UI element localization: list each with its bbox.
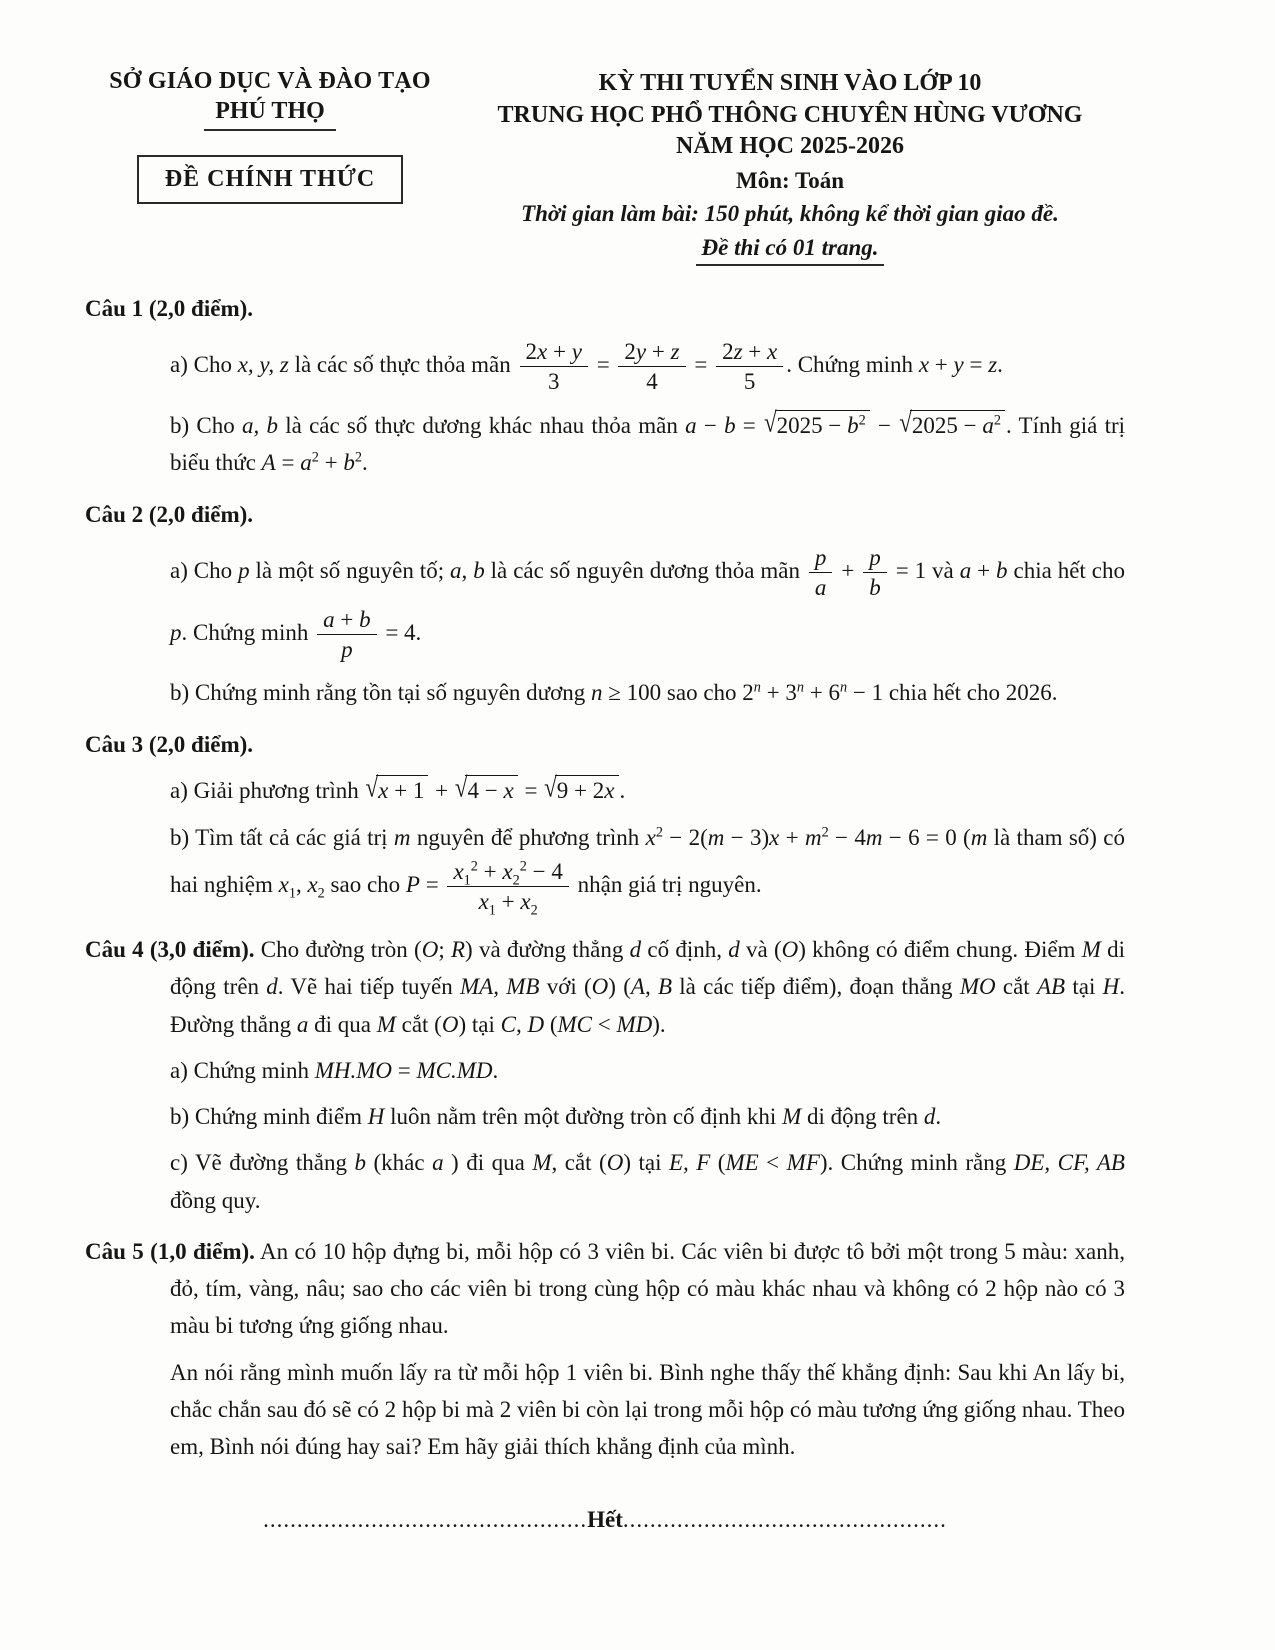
question-5-note: An nói rằng mình muốn lấy ra từ mỗi hộp 1 viên bi. Bình nghe thấy thế khẳng định: Sau khi An lấy bi, chắc chắn sau đó sẽ có 2 hộp bi mà 2 viên bi còn lại trong mỗi hộp có màu tương ứng giống nhau. Theo em, Bình nói đúng hay sai? Em hãy giải thích khẳng định của mình. [170, 1359, 1125, 1460]
question-4a: a) Chứng minh MH.MO = MC.MD. [170, 1057, 499, 1083]
footer-dots-left: ................................................ [263, 1507, 588, 1533]
header-right-block [455, 68, 1125, 266]
question-2a: a) Cho p là một số nguyên tố; a, b là các số nguyên dương thỏa mãn $\frac{p}{a}$ + $\frac{p}{b}$ = 1 và a + b chia hết cho p. Chứng minh $\frac{a + b}{p}$ = 4. [170, 545, 1125, 662]
exam-title-line3: NĂM HỌC 2025-2026 [676, 133, 904, 160]
question-1-heading: Câu 1 (2,0 điểm). [85, 296, 254, 322]
question-1a: a) Cho x, y, z là các số thực thỏa mãn $\frac{2x + y}{3}$ = $\frac{2y + z}{4}$ = $\frac{2z + x}{5}$ . Chứng minh x + y = z. [170, 339, 1003, 395]
exam-footer [85, 1507, 1125, 1533]
exam-body [85, 290, 1125, 1465]
header-left-block [85, 68, 455, 204]
question-4: Câu 4 (3,0 điểm). Cho đường tròn (O; R) và đường thẳng d cố định, d và (O) không có điểm chung. Điểm M di động trên d. Vẽ hai tiếp tuyến MA, MB với (O) (A, B là các tiếp điểm), đoạn thẳng MO cắt AB tại H. Đường thẳng a đi qua M cắt (O) tại C, D (MC < MD). [85, 937, 1125, 1037]
subject-line: Môn: Toán [735, 168, 844, 194]
question-3-heading: Câu 3 (2,0 điểm). [85, 732, 254, 758]
question-3a: a) Giải phương trình √x + 1 + √4 − x = √9 + 2x . [170, 772, 626, 804]
official-exam-box: ĐỀ CHÍNH THỨC [137, 155, 403, 204]
exam-title-line1: KỲ THI TUYỂN SINH VÀO LỚP 10 [598, 70, 982, 96]
end-label: Hết [587, 1507, 623, 1533]
question-3b: b) Tìm tất cả các giá trị m nguyên để phương trình $x^2 - 2(m - 3)x + m^2 - 4m - 6 = 0$ (m là tham số) có hai nghiệm $x_1$, $x_2$ sao cho P = $\frac{x_1^2 + x_2^2 - 4}{x_1 + x_2}$ nhận giá trị nguyên. [170, 823, 1125, 919]
exam-header [85, 68, 1125, 266]
department-name: SỞ GIÁO DỤC VÀ ĐÀO TẠO [109, 68, 431, 94]
question-4c: c) Vẽ đường thẳng b (khác a ) đi qua M, cắt (O) tại E, F (ME < MF). Chứng minh rằng DE, CF, AB đồng quy. [170, 1150, 1125, 1213]
page-count-line: Đề thi có 01 trang. [696, 233, 885, 266]
question-4b: b) Chứng minh điểm H luôn nằm trên một đường tròn cố định khi M di động trên d. [170, 1104, 942, 1130]
footer-dots-right: ................................................ [622, 1507, 947, 1533]
question-5: Câu 5 (1,0 điểm). An có 10 hộp đựng bi, mỗi hộp có 3 viên bi. Các viên bi được tô bởi một trong 5 màu: xanh, đỏ, tím, vàng, nâu; sao cho các viên bi trong cùng hộp có màu khác nhau và không có 2 hộp nào có 3 màu bi tương ứng giống nhau. [85, 1238, 1125, 1339]
question-2b: b) Chứng minh rằng tồn tại số nguyên dương n ≥ 100 sao cho $2^n + 3^n + 6^n - 1$ chia hết cho 2026. [170, 679, 1058, 705]
question-2-heading: Câu 2 (2,0 điểm). [85, 502, 254, 528]
province-name: PHÚ THỌ [215, 98, 325, 124]
duration-line: Thời gian làm bài: 150 phút, không kể thời gian giao đề. [521, 201, 1059, 227]
exam-title-line2: TRUNG HỌC PHỔ THÔNG CHUYÊN HÙNG VƯƠNG [497, 101, 1083, 128]
question-1b: b) Cho a, b là các số thực dương khác nhau thỏa mãn $a - b = √2025 - b^2 - √2025 - a^2$ . Tính giá trị biểu thức $A = a^2 + b^2$. [170, 406, 1126, 475]
